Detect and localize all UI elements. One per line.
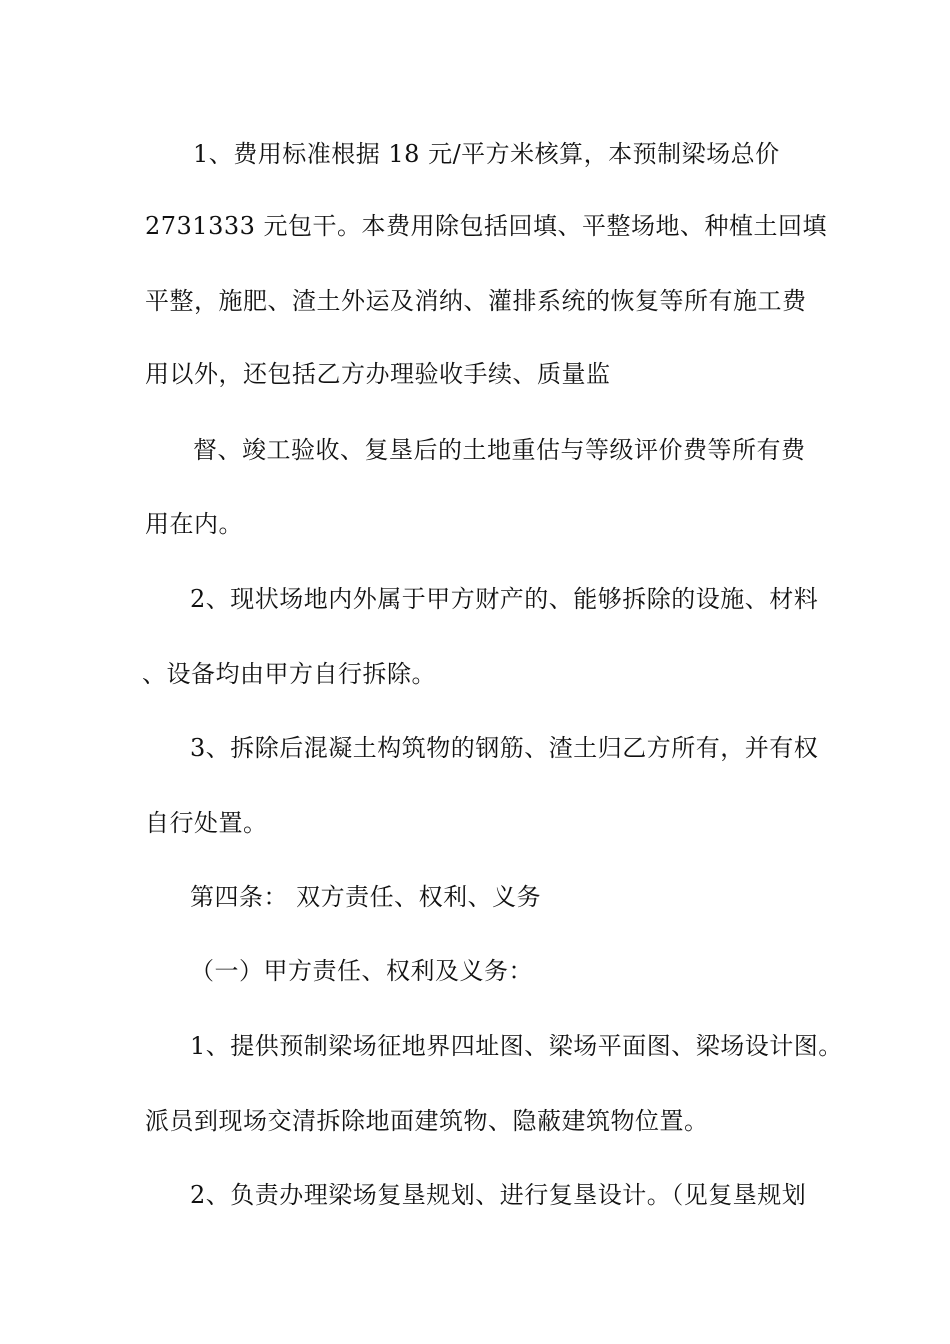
text-line: 1、提供预制梁场征地界四址图、梁场平面图、梁场设计图。 [190,1032,843,1060]
text-line: 2731333 元包干。本费用除包括回填、平整场地、种植土回填 [145,212,828,240]
text-line: 自行处置。 [145,809,268,837]
text-line: 3、拆除后混凝土构筑物的钢筋、渣土归乙方所有，并有权 [190,734,819,762]
text-line: 2、现状场地内外属于甲方财产的、能够拆除的设施、材料 [190,585,819,613]
text-line: 督、竣工验收、复垦后的土地重估与等级评价费等所有费 [193,436,806,464]
text-line: 2、负责办理梁场复垦规划、进行复垦设计。（见复垦规划 [190,1181,807,1209]
text-line: 派员到现场交清拆除地面建筑物、隐蔽建筑物位置。 [145,1107,709,1135]
text-line: 1、费用标准根据 18 元/平方米核算，本预制梁场总价 [193,140,780,168]
text-line: 用以外，还包括乙方办理验收手续、质量监 [145,360,611,388]
text-line: 、设备均由甲方自行拆除。 [142,660,436,688]
text-line: 平整，施肥、渣土外运及消纳、灌排系统的恢复等所有施工费 [145,287,807,315]
text-line: 用在内。 [145,510,243,538]
section-heading: 第四条： 双方责任、权利、义务 [190,883,542,911]
subsection-heading: （一）甲方责任、权利及义务： [190,957,533,985]
